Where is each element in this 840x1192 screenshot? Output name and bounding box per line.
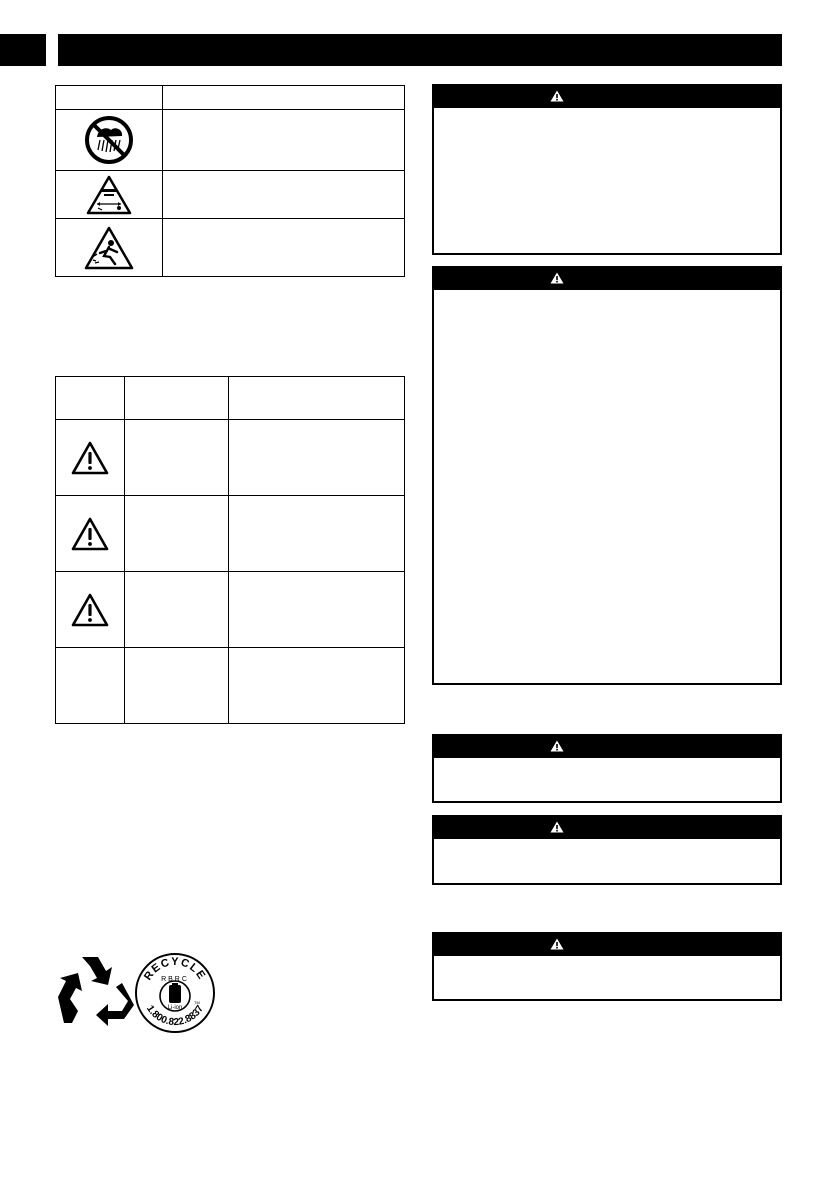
- recycle-arrows-icon: [54, 953, 136, 1033]
- signal-word: [125, 496, 229, 572]
- signal-header-symbol: [56, 377, 125, 420]
- recycle-arrows-logo: [54, 953, 136, 1033]
- warning-box: [432, 932, 782, 1001]
- signal-header-word: [125, 377, 229, 420]
- symbols-table: [55, 85, 405, 277]
- signal-word: [125, 420, 229, 496]
- table-row: [56, 110, 405, 171]
- no-rain-icon: [84, 115, 134, 165]
- signal-symbol-cell: [56, 572, 125, 648]
- warning-header: [434, 736, 780, 758]
- signal-symbol-cell: [56, 496, 125, 572]
- signal-symbol-cell: [56, 648, 125, 724]
- symbols-table-header: [56, 86, 405, 110]
- symbols-header-meaning: [163, 86, 405, 110]
- warning-box: [432, 266, 782, 685]
- symbol-description: [163, 110, 405, 171]
- warning-triangle-icon: [71, 517, 109, 551]
- symbol-cell: [56, 219, 163, 277]
- signal-word-table: [55, 376, 405, 724]
- seal-chem-text: Li-ion: [167, 1005, 183, 1011]
- thrown-objects-icon: [84, 226, 134, 270]
- warning-header: [434, 817, 780, 839]
- warning-header: [434, 268, 780, 290]
- warning-box: [432, 84, 782, 255]
- warning-header: [434, 934, 780, 956]
- table-row: [56, 219, 405, 277]
- warning-triangle-icon: [550, 740, 564, 752]
- symbols-header-symbol: [56, 86, 163, 110]
- warning-triangle-icon: [550, 90, 564, 102]
- signal-header-meaning: [229, 377, 405, 420]
- keep-distance-icon: [86, 175, 132, 215]
- table-row: [56, 496, 405, 572]
- signal-word: [125, 648, 229, 724]
- symbol-description: [163, 171, 405, 219]
- warning-triangle-icon: [550, 821, 564, 833]
- rbrc-recycle-seal: [134, 952, 216, 1034]
- signal-meaning: [229, 420, 405, 496]
- warning-triangle-icon: [550, 938, 564, 950]
- signal-table-header: [56, 377, 405, 420]
- warning-triangle-icon: [550, 272, 564, 284]
- warning-header: [434, 86, 780, 108]
- warning-box: [432, 734, 782, 803]
- signal-meaning: [229, 572, 405, 648]
- warning-triangle-icon: [71, 593, 109, 627]
- seal-phone-text: 1.800.822.8837: [144, 1003, 206, 1029]
- page-number-tab: [0, 34, 46, 66]
- seal-org-text: RBRC: [161, 976, 189, 983]
- symbol-cell: [56, 171, 163, 219]
- signal-meaning: [229, 648, 405, 724]
- table-row: [56, 420, 405, 496]
- table-row: [56, 572, 405, 648]
- symbol-description: [163, 219, 405, 277]
- signal-meaning: [229, 496, 405, 572]
- rbrc-seal-icon: [134, 952, 216, 1034]
- table-row: [56, 648, 405, 724]
- warning-triangle-icon: [71, 441, 109, 475]
- warning-box: [432, 815, 782, 885]
- section-title-bar: [58, 34, 782, 66]
- seal-tm-text: TM: [194, 1000, 200, 1005]
- signal-word: [125, 572, 229, 648]
- signal-symbol-cell: [56, 420, 125, 496]
- table-row: [56, 171, 405, 219]
- symbol-cell: [56, 110, 163, 171]
- seal-recycle-text: RECYCLE: [141, 955, 209, 983]
